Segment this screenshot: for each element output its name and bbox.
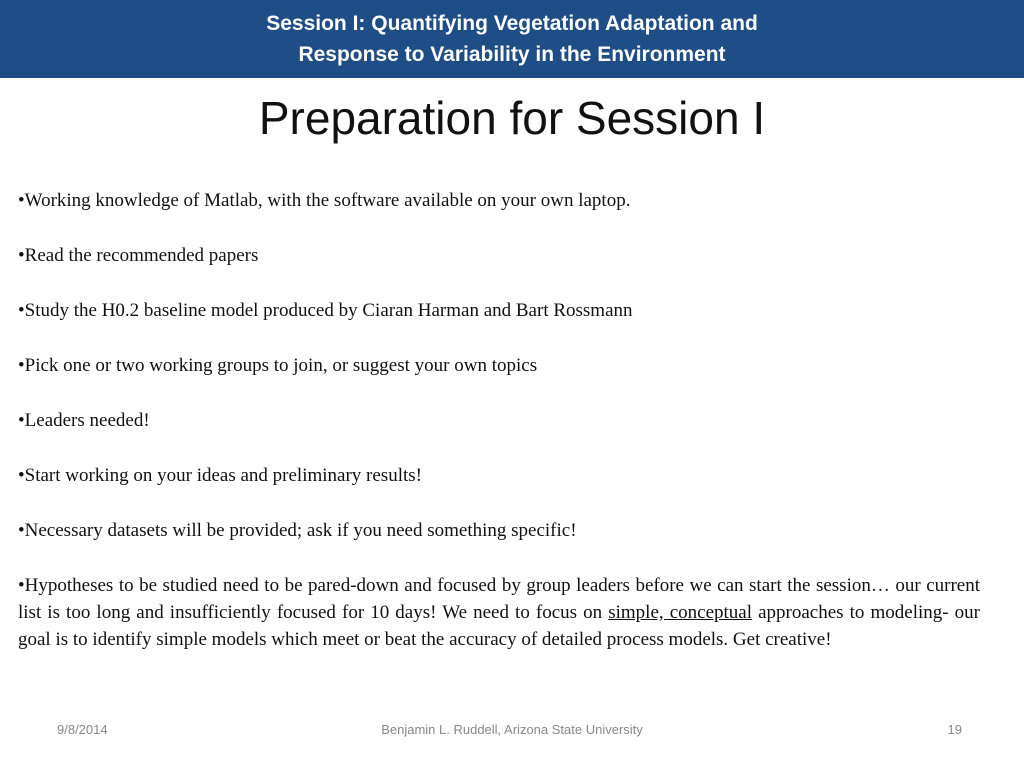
hypotheses-text-part-2: approaches to modeling- our goal is to identify simple models which meet or beat the accuracy of detailed process models. Get creative!	[18, 602, 980, 650]
bullet-item: •Necessary datasets will be provided; ask if you need something specific!	[18, 520, 577, 541]
underlined-emphasis: simple, conceptual	[608, 602, 753, 623]
footer-author: Benjamin L. Ruddell, Arizona State University	[381, 722, 643, 737]
bullet-item: •Leaders needed!	[18, 410, 150, 431]
bullet-item: •Start working on your ideas and preliminary results!	[18, 465, 422, 486]
session-banner	[0, 0, 1024, 78]
slide-title: Preparation for Session I	[258, 92, 766, 144]
hypotheses-text-part-1: •Hypotheses to be studied need to be pared-down and focused by group leaders before we can start the session… our current list is too long and insufficiently focused for 10 days! We need to focus on	[18, 575, 980, 623]
bullet-item: •Pick one or two working groups to join, or suggest your own topics	[18, 355, 538, 376]
bullet-list	[18, 187, 980, 681]
session-title-line-1: Session I: Quantifying Vegetation Adaptation and	[266, 12, 758, 35]
session-title-line-2: Response to Variability in the Environment	[298, 43, 726, 66]
footer-date: 9/8/2014	[57, 722, 108, 737]
page-number: 19	[947, 722, 962, 737]
bullet-item: •Working knowledge of Matlab, with the software available on your own laptop.	[18, 190, 631, 211]
bullet-item-hypotheses	[18, 572, 980, 653]
bullet-item: •Read the recommended papers	[18, 245, 259, 266]
bullet-item: •Study the H0.2 baseline model produced by Ciaran Harman and Bart Rossmann	[18, 300, 633, 321]
